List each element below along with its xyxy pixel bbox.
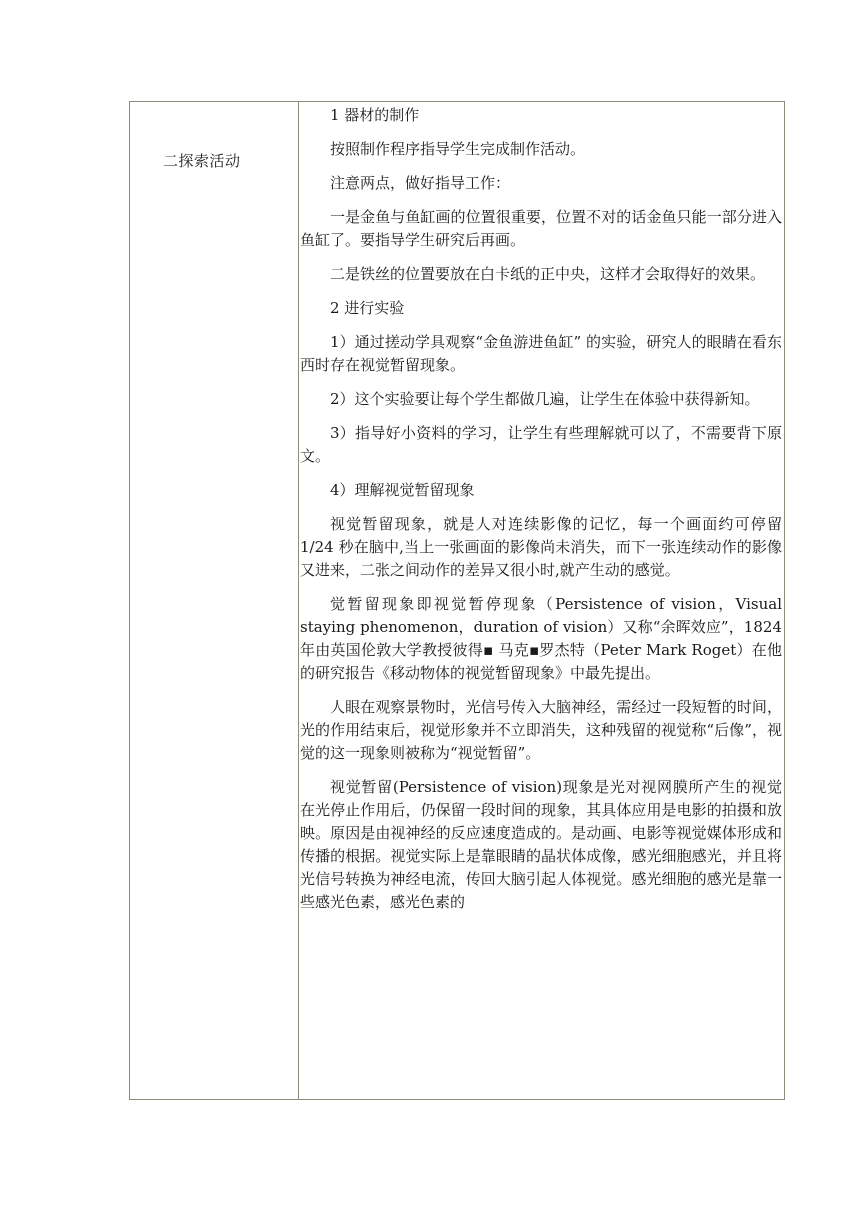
paragraph-materials-heading: 1 器材的制作 <box>330 106 420 124</box>
paragraph: 视觉暂留现象，就是人对连续影像的记忆，每一个画面约可停留 1/24 秒在脑中,当上一张画面的影像尚未消失，而下一张连续动作的影像又进来，二张之间动作的差异又很小时,就产生动的感觉。 <box>300 515 782 579</box>
content-cell <box>300 104 782 1099</box>
section-label: 二探索活动 <box>163 152 241 170</box>
paragraph: 视觉暂留(Persistence of vision)现象是光对视网膜所产生的视觉在光停止作用后，仍保留一段时间的现象，其具体应用是电影的拍摄和放映。原因是由视神经的反应速度造成的。是动画、电影等视觉媒体形成和传播的根据。视觉实际上是靠眼睛的晶状体成像，感光细胞感光，并且将光信号转换为神经电流，传回大脑引起人体视觉。感光细胞的感光是靠一些感光色素，感光色素的 <box>300 778 782 911</box>
paragraph: 1）通过搓动学具观察“金鱼游进鱼缸” 的实验，研究人的眼睛在看东西时存在视觉暂留现象。 <box>300 333 782 374</box>
paragraph: 注意两点，做好指导工作： <box>330 174 511 192</box>
paragraph: 觉暂留现象即视觉暂停现象（Persistence of vision，Visual staying phenomenon，duration of vision）又称“余晖效应”，1824 年由英国伦敦大学教授彼得▪ 马克▪罗杰特（Peter Mark Roget）在他的研究报告《移动物体的视觉暂留现象》中最先提出。 <box>300 595 782 682</box>
paragraph: 按照制作程序指导学生完成制作活动。 <box>330 140 586 158</box>
paragraph-experiment-heading: 2 进行实验 <box>330 299 405 317</box>
lesson-table <box>129 101 785 1100</box>
paragraph: 4）理解视觉暂留现象 <box>330 481 475 499</box>
paragraph: 2）这个实验要让每个学生都做几遍，让学生在体验中获得新知。 <box>330 390 760 408</box>
paragraph: 二是铁丝的位置要放在白卡纸的正中央，这样才会取得好的效果。 <box>330 265 766 283</box>
paragraph: 3）指导好小资料的学习，让学生有些理解就可以了，不需要背下原文。 <box>300 424 782 465</box>
paragraph: 一是金鱼与鱼缸画的位置很重要，位置不对的话金鱼只能一部分进入鱼缸了。要指导学生研究后再画。 <box>300 208 782 249</box>
column-divider <box>298 102 299 1099</box>
paragraph: 人眼在观察景物时，光信号传入大脑神经，需经过一段短暂的时间，光的作用结束后，视觉形象并不立即消失，这种残留的视觉称“后像”，视觉的这一现象则被称为“视觉暂留”。 <box>300 698 782 762</box>
